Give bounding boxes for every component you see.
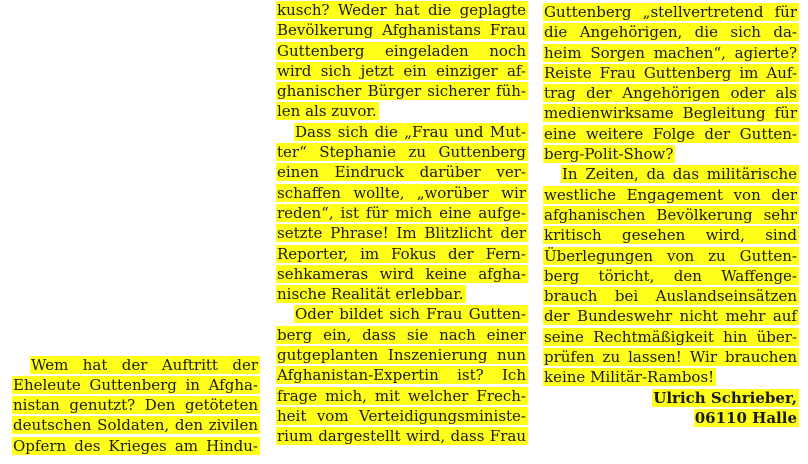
highlighted-text: trag der Angehörigen oder als xyxy=(544,84,797,103)
highlighted-text: Guttenberg eingeladen noch xyxy=(277,41,526,60)
highlighted-text: nistan genutzt? Den getöteten xyxy=(13,396,258,415)
text-line xyxy=(276,223,528,243)
highlighted-text: In Zeiten, da das militärische xyxy=(562,165,797,184)
text-line xyxy=(276,162,528,182)
highlighted-text: eine weitere Folge der Gutten- xyxy=(544,124,797,143)
highlighted-text: Wem hat der Auftritt der xyxy=(31,355,258,374)
text-line xyxy=(276,304,528,324)
text-line xyxy=(543,185,799,205)
text-line xyxy=(276,81,528,101)
text-line xyxy=(276,101,528,121)
text-line xyxy=(543,22,799,42)
highlighted-text: prüfen zu lassen! Wir brauchen xyxy=(544,348,797,367)
article-column-right xyxy=(543,0,799,464)
text-line xyxy=(543,367,799,387)
highlighted-text: heim Sorgen machen“, agierte? xyxy=(544,43,797,62)
highlighted-text: reden“, ist für mich eine aufge- xyxy=(277,203,526,222)
highlighted-text: Opfern des Krieges am Hindu- xyxy=(13,436,258,455)
highlighted-text: berg töricht, den Waffenge- xyxy=(544,266,797,285)
text-line xyxy=(543,164,799,184)
highlighted-text: setzte Phrase! Im Blitzlicht der xyxy=(277,224,526,243)
article-column-middle xyxy=(276,0,528,464)
highlighted-text: berg ein, dass sie nach einer xyxy=(277,325,526,344)
signature-line xyxy=(543,408,799,428)
text-line xyxy=(543,205,799,225)
highlighted-text: einen Eindruck darüber ver- xyxy=(277,163,526,182)
highlighted-text: schaffen wollte, „worüber wir xyxy=(277,183,526,202)
text-line xyxy=(543,124,799,144)
highlighted-text: rium dargestellt wird, dass Frau xyxy=(277,427,526,446)
highlighted-text: Guttenberg „stellvertretend für xyxy=(544,3,797,21)
highlighted-text: Überlegungen von zu Gutten- xyxy=(544,246,797,265)
text-line xyxy=(276,183,528,203)
text-line xyxy=(276,426,528,446)
text-line xyxy=(276,203,528,223)
text-line xyxy=(12,375,260,395)
text-line xyxy=(276,264,528,284)
highlighted-text: ghanischer Bürger sicherer füh- xyxy=(277,82,526,101)
highlighted-text: kritisch gesehen wird, sind xyxy=(544,226,797,245)
text-line xyxy=(276,365,528,385)
highlighted-text: wird sich jetzt ein einziger af- xyxy=(277,61,526,80)
column-text xyxy=(12,355,260,456)
text-line xyxy=(543,246,799,266)
text-line xyxy=(543,63,799,83)
text-line xyxy=(543,2,799,22)
text-line xyxy=(543,286,799,306)
highlighted-text: nische Realität erlebbar. xyxy=(277,285,464,304)
text-line xyxy=(276,325,528,345)
highlighted-text: deutschen Soldaten, den zivilen xyxy=(13,416,258,435)
text-line xyxy=(543,225,799,245)
text-line xyxy=(543,306,799,326)
highlighted-text: ter“ Stephanie zu Guttenberg xyxy=(277,143,526,162)
text-line xyxy=(543,43,799,63)
text-line xyxy=(543,144,799,164)
text-line xyxy=(276,386,528,406)
text-line xyxy=(276,41,528,61)
highlighted-text: sehkameras wird keine afgha- xyxy=(277,264,526,283)
text-line xyxy=(12,415,260,435)
highlighted-text: 06110 Halle xyxy=(694,408,797,427)
article-column-left xyxy=(12,0,260,464)
highlighted-text: Oder bildet sich Frau Gutten- xyxy=(295,305,526,324)
text-line xyxy=(276,142,528,162)
text-line xyxy=(543,266,799,286)
text-line xyxy=(276,244,528,264)
text-line xyxy=(543,347,799,367)
text-line xyxy=(276,0,528,20)
highlighted-text: Afghanistan-Expertin ist? Ich xyxy=(277,366,526,385)
highlighted-text: berg-Polit-Show? xyxy=(544,145,674,164)
highlighted-text: die Angehörigen, die sich da- xyxy=(544,23,797,42)
highlighted-text: brauch bei Auslandseinsätzen xyxy=(544,287,797,306)
text-line xyxy=(12,436,260,456)
highlighted-text: kusch? Weder hat die geplagte xyxy=(277,1,526,19)
text-line xyxy=(276,406,528,426)
highlighted-text: afghanischen Bevölkerung sehr xyxy=(544,205,797,224)
text-line xyxy=(543,327,799,347)
highlighted-text: len als zuvor. xyxy=(277,102,377,121)
highlighted-text: heit vom Verteidigungsministe- xyxy=(277,406,526,425)
column-text xyxy=(543,2,799,428)
highlighted-text: der Bundeswehr nicht mehr auf xyxy=(544,307,797,326)
highlighted-text: Eheleute Guttenberg in Afgha- xyxy=(13,375,258,394)
text-line xyxy=(276,122,528,142)
text-line xyxy=(12,395,260,415)
text-line xyxy=(543,83,799,103)
highlighted-text: seine Rechtmäßigkeit hin über- xyxy=(544,327,797,346)
highlighted-text: westliche Engagement von der xyxy=(544,185,797,204)
highlighted-text: Bevölkerung Afghanistans Frau xyxy=(277,21,526,40)
highlighted-text: Dass sich die „Frau und Mut- xyxy=(295,122,526,141)
signature-line xyxy=(543,388,799,408)
highlighted-text: Reiste Frau Guttenberg im Auf- xyxy=(544,63,797,82)
highlighted-text: Reporter, im Fokus der Fern- xyxy=(277,244,526,263)
highlighted-text: frage mich, mit welcher Frech- xyxy=(277,386,526,405)
text-line xyxy=(276,284,528,304)
highlighted-text: gutgeplanten Inszenierung nun xyxy=(277,346,526,365)
text-line xyxy=(543,103,799,123)
column-text xyxy=(276,0,528,447)
text-line xyxy=(276,61,528,81)
text-line xyxy=(12,355,260,375)
text-line xyxy=(276,20,528,40)
highlighted-text: Ulrich Schrieber, xyxy=(653,388,797,407)
highlighted-text: medienwirksame Begleitung für xyxy=(544,104,797,123)
text-line xyxy=(276,345,528,365)
highlighted-text: keine Militär-Rambos! xyxy=(544,368,715,387)
